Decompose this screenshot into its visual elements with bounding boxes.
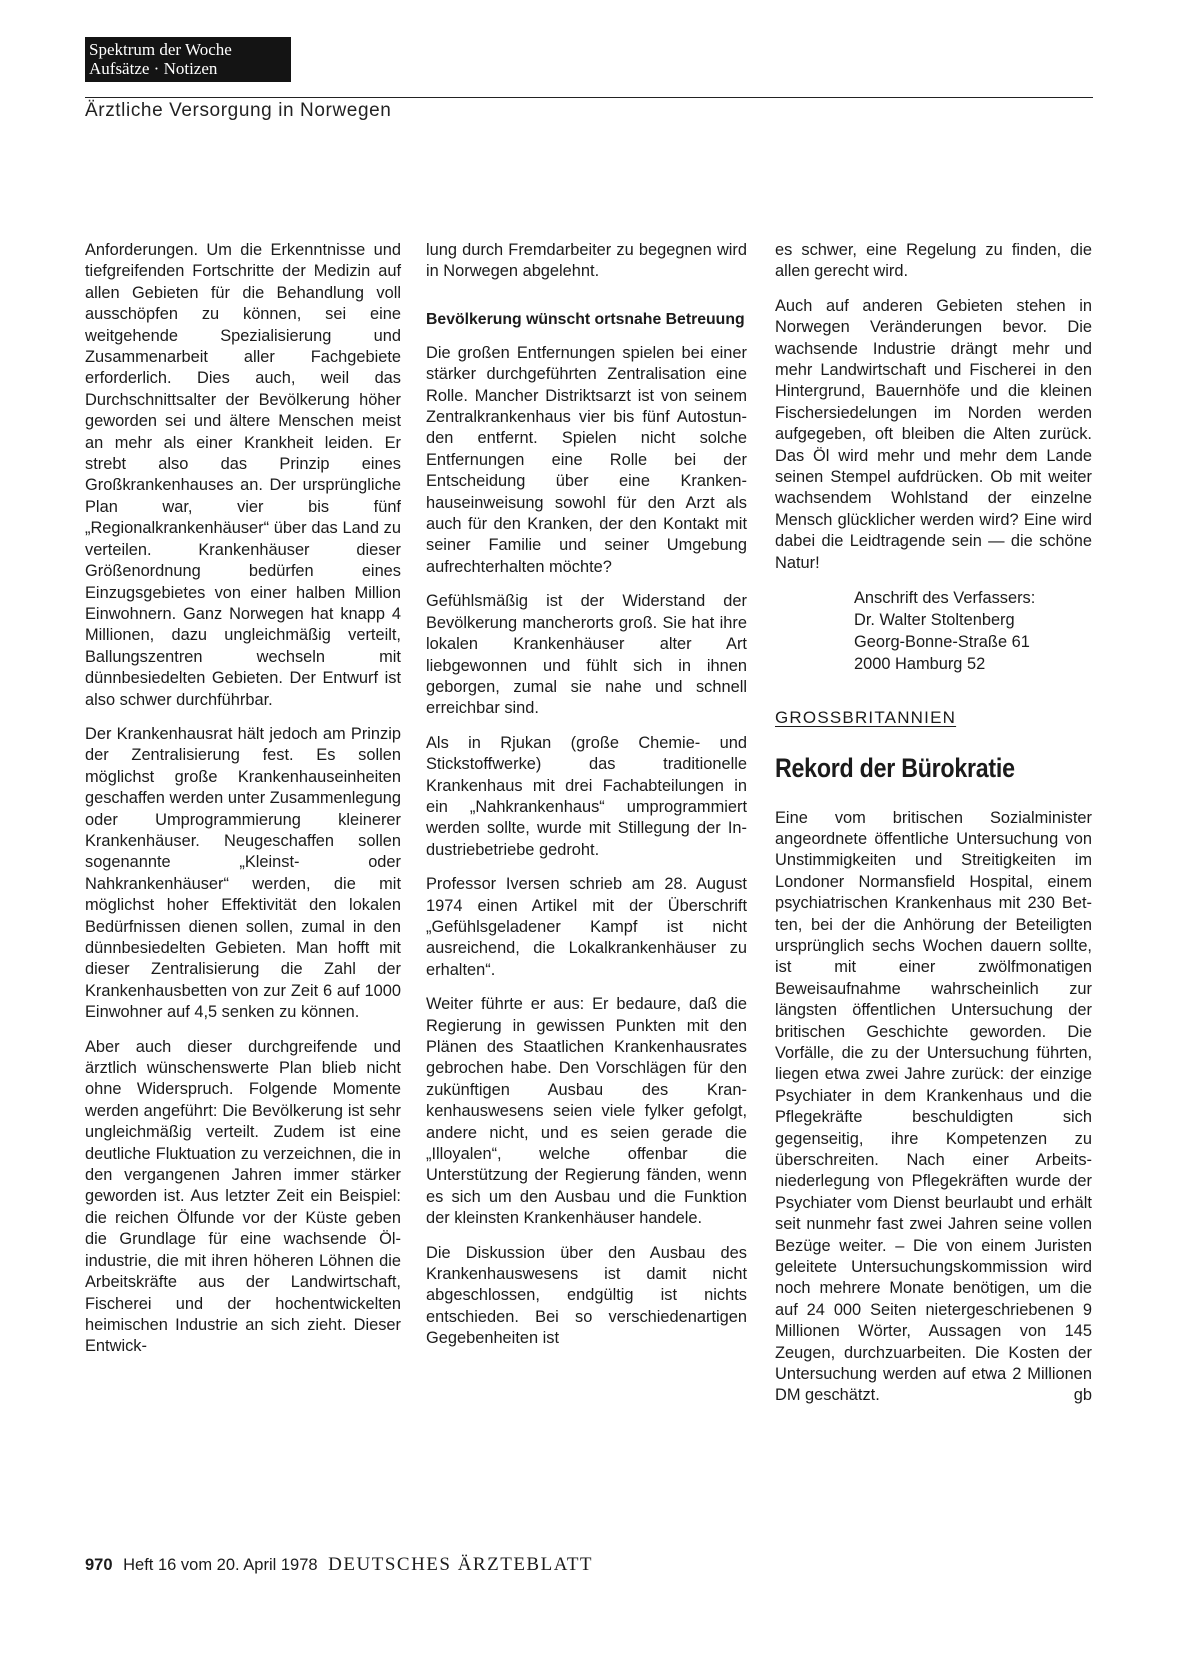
page-footer bbox=[85, 1554, 593, 1576]
issue-info: Heft 16 vom 20. April 1978 bbox=[123, 1556, 318, 1574]
address-line: 2000 Hamburg 52 bbox=[854, 655, 986, 674]
paragraph: es schwer, eine Regelung zu finden, die allen gerecht wird. bbox=[775, 241, 1092, 281]
country-heading: GROSSBRITANNIEN bbox=[775, 708, 957, 728]
text-column-1 bbox=[85, 240, 401, 1371]
paragraph: Die Diskussion über den Ausbau des Krankenhauswesens ist damit nicht abgeschlossen, endgültig ist nichts entschieden. Bei so verschiedenartigen Gegebenheiten ist bbox=[426, 1243, 747, 1348]
author-address bbox=[854, 587, 1092, 675]
paragraph: Als in Rjukan (große Chemie- und Stickstoffwerke) das traditionelle Krankenhaus mit drei Fachabteilungen in ein „Nahkrankenhaus“ umprogrammiert werden sollte, wurde mit Stillegung der Industriebetriebe gedroht. bbox=[426, 733, 747, 859]
paragraph: lung durch Fremdarbeiter zu begegnen wird in Norwegen abgelehnt. bbox=[426, 241, 747, 281]
address-line: Georg-Bonne-Straße 61 bbox=[854, 633, 1030, 652]
page-number: 970 bbox=[85, 1556, 113, 1574]
paragraph: Gefühlsmäßig ist der Widerstand der Bevölkerung mancherorts groß. Sie hat ihre lokalen Krankenhäuser alter Art liebgewonnen und fühlt sich in ihnen geborgen, zumal sie nahe und schnell erreichbar sind. bbox=[426, 592, 747, 718]
address-line: Anschrift des Verfassers: bbox=[854, 589, 1036, 608]
paragraph: Aber auch dieser durchgreifende und ärztlich wünschenswerte Plan blieb nicht ohne Widerspruch. Folgende Momente werden angeführt: Die Bevölkerung ist sehr ungleichmäßig verteilt. Zudem ist eine deutliche Fluktuation zu verzeichnen, die in den vergangenen Jahren immer stärker geworden ist. Aus letzter Zeit ein Beispiel: die reichen Ölfunde vor der Küste geben die Grundlage für eine wachsende Ölindustrie, die mit ihren höheren Löhnen die Arbeitskräfte aus der Landwirtschaft, Fischerei und der hochentwickelten heimischen Industrie an sich zieht. Dieser Entwick- bbox=[85, 1037, 401, 1356]
section-label-line-2: Aufsätze · Notizen bbox=[89, 59, 218, 78]
text-column-3 bbox=[775, 240, 1092, 1420]
author-initials: gb bbox=[1073, 1386, 1092, 1405]
paragraph: Der Krankenhausrat hält jedoch am Prinzip der Zentralisierung fest. Es sollen möglichst große Krankenhauseinheiten geschaffen werden unter Zusammenlegung oder Umprogrammierung kleinerer Krankenhäuser. Neugeschaffen sollen sogenannte „Kleinst- oder Nahkrankenhäuser“ werden, die mit möglichst hoher Effektivität den lokalen Bedürfnissen dienen sollen, zumal in den dünnbesiedelten Gebieten. Man hofft mit dieser Zentralisierung die Zahl der Krankenhausbetten von zur Zeit 6 auf 1000 Einwohner auf 4,5 senken zu können. bbox=[85, 724, 401, 1022]
paragraph: Professor Iversen schrieb am 28. August 1974 einen Artikel mit der Überschrift „Gefühlsgeladener Kampf ist nicht ausreichend, die Lokalkrankenhäuser zu erhalten“. bbox=[426, 875, 747, 979]
section-label-line-1: Spektrum der Woche bbox=[89, 40, 232, 59]
text-column-2 bbox=[426, 240, 747, 1363]
paragraph: Die großen Entfernungen spielen bei einer stärker durchgeführten Zentralisation eine Rolle. Mancher Distriktsarzt ist von seinem Zentralkrankenhaus vier bis fünf Autostunden entfernt. Spielen nicht solche Entfernungen eine Rolle bei der Entscheidung über eine Krankenhauseinweisung sowohl für den Arzt als auch für den Kranken, der den Kontakt mit seiner Familie und seiner Umgebung aufrechterhalten möchte? bbox=[426, 343, 747, 576]
paragraph-text: Eine vom britischen Sozialminister angeordnete öffentliche Untersuchung von Unstimmigkeiten und Streitigkeiten im Londoner Normansfield Hospital, einem psychiatrischen Krankenhaus mit 230 Betten, bei der die Anhörung der Beteiligten ursprünglich sechs Wochen dauern sollte, ist mit einer zwölfmonatigen Beweisaufnahme wahrscheinlich zur längsten öffentlichen Untersuchung der britischen Geschichte geworden. Die Vorfälle, die zu der Untersuchung führten, liegen etwa zwei Jahre zurück: der einzige Psychiater in dem Krankenhaus und die Pflegekräfte beschuldigten sich gegenseitig, ihre Kompetenzen zu überschreiten. Nach einer Arbeitsniederlegung von Pflegekräften wurde der Psychiater vom Dienst beurlaubt und erhält seit nunmehr fast zwei Jahren seine vollen Bezüge weiter. – Die von einem Juristen geleitete Untersuchungskommission wird noch mehrere Monate benötigen, um die auf 24 000 Seiten nietergeschriebenen 9 Millionen Wörter, Aussagen von 145 Zeugen, durchzuarbeiten. Die Kosten der Untersuchung werden auf etwa 2 Millionen DM geschätzt. bbox=[775, 808, 1092, 1405]
header-rule bbox=[85, 97, 1093, 98]
page-subtitle: Ärztliche Versorgung in Norwegen bbox=[85, 100, 392, 121]
article-headline: Rekord der Bürokratie bbox=[775, 752, 1015, 783]
paragraph: Weiter führte er aus: Er bedaure, daß die Regierung in gewissen Punkten mit den Plänen des Staatlichen Krankenhausrates gebrochen habe. Den Vorschlägen für den zukünftigen Ausbau des Krankenhauswesens seien viele fylker gefolgt, andere nicht, und es seien gerade die „Illoyalen“, welche offenbar die Unterstützung der Regierung fänden, wenn es sich um den Ausbau und die Funktion der kleinsten Krankenhäuser handele. bbox=[426, 995, 747, 1228]
paragraph: Anforderungen. Um die Erkenntnisse und tiefgreifenden Fortschritte der Medizin auf allen Gebieten für die Behandlung voll ausschöpfen zu können, sei eine weitgehende Spezialisierung und Zusammenarbeit aller Fachgebiete erforderlich. Dies auch, weil das Durchschnittsalter der Bevölkerung höher geworden sei und ältere Menschen meist an mehr als einer Krankheit leiden. Er strebt also das Prinzip eines Großkrankenhauses an. Der ursprüngliche Plan war, vier bis fünf „Regionalkrankenhäuser“ über das Land zu verteilen. Krankenhäuser dieser Größenordnung bedürfen eines Einzugsgebietes von einer halben Million Einwohnern. Ganz Norwegen hat knapp 4 Millionen, dazu ungleichmäßig verteilt, Ballungszentren wechseln mit dünnbesiedelten Gebieten. Der Entwurf ist also schwer durchführbar. bbox=[85, 241, 401, 709]
paragraph bbox=[775, 808, 1092, 1407]
section-label bbox=[85, 37, 291, 82]
paragraph: Auch auf anderen Gebieten stehen in Norwegen Veränderungen bevor. Die wachsende Industrie drängt mehr und mehr Landwirtschaft und Fischerei in den Hintergrund, Bauernhöfe und die kleinen Fischersiedelungen im Norden werden aufgegeben, oft bleiben die Alten zurück. Das Öl wird mehr und mehr dem Lande seinen Stempel aufdrücken. Ob mit weiter wachsendem Wohlstand der einzelne Mensch glücklicher werden wird? Eine wird dabei die Leidtragende sein — die schöne Natur! bbox=[775, 296, 1092, 572]
address-line: Dr. Walter Stoltenberg bbox=[854, 611, 1015, 630]
journal-name: DEUTSCHES ÄRZTEBLATT bbox=[328, 1554, 594, 1575]
section-subheading: Bevölkerung wünscht ortsnahe Betreuung bbox=[426, 310, 745, 328]
